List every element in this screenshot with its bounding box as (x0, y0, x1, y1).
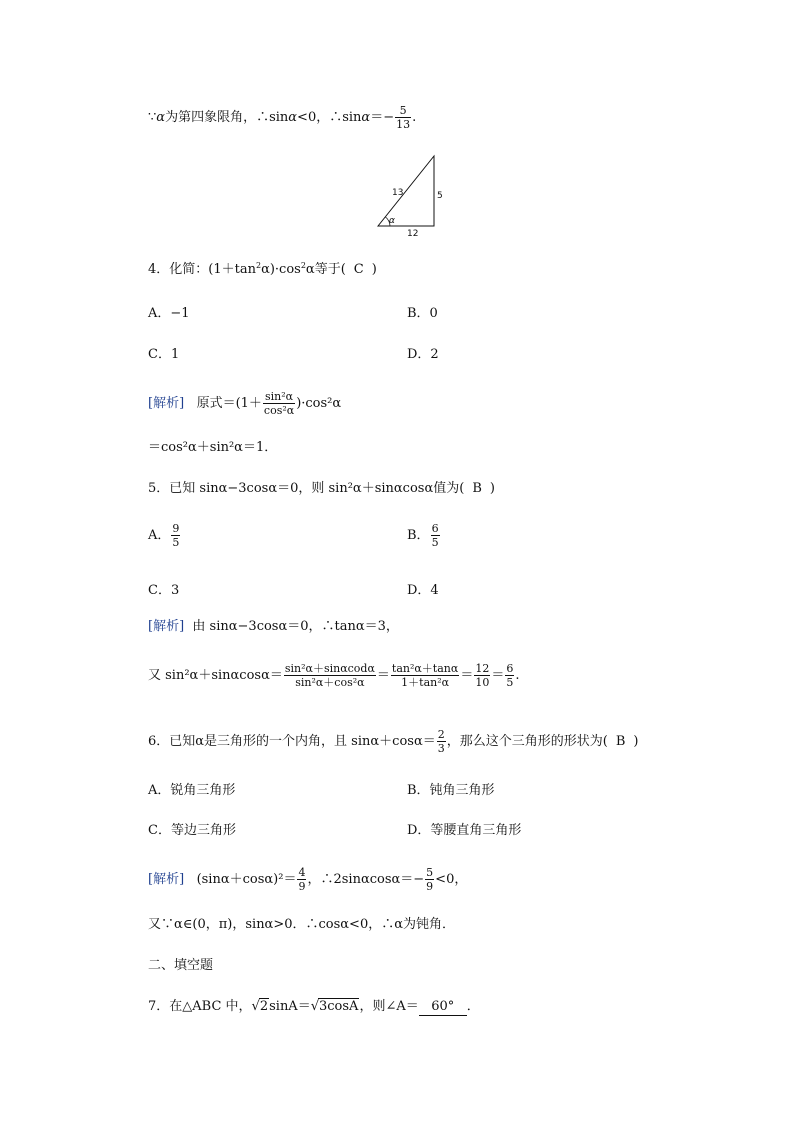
q4-option-c: C．1 (148, 347, 180, 362)
q5-option-a: A． $\frac{9}{5}$ (148, 522, 180, 549)
question-7: 7．在△ABC 中，√2sinA＝√3cosA，则∠A＝ 60° ． (148, 999, 480, 1014)
triangle-opposite-label: 5 (437, 191, 443, 201)
q6-solution: [解析] (sinα＋cosα)²＝ $\frac{4}{9}$ ，∴2sinαcosα＝− $\frac{5}{9}$ <0， (148, 866, 468, 893)
fraction-5-13: $\frac{5}{13}$ (396, 104, 411, 131)
answer-q4: C (353, 262, 364, 277)
answer-q5: B (472, 481, 482, 496)
question-5: 5．已知 sinα−3cosα＝0，则 sin²α＋sinαcosα值为( B ) (148, 481, 495, 496)
q6-option-d: D．等腰直角三角形 (407, 823, 522, 838)
q4-option-b: B．0 (407, 306, 438, 321)
question-6: 6．已知α是三角形的一个内角，且 sinα＋cosα＝ $\frac{2}{3}$ ，那么这个三角形的形状为( B ) (148, 728, 639, 755)
question-4: 4．化简：$(1+\tan^2\alpha)\cdot\cos^2\alpha$等于( C ) (148, 261, 377, 277)
q4-solution-line2: ＝cos²α＋sin²α＝1． (148, 440, 278, 455)
q5-option-b: B． $\frac{6}{5}$ (407, 522, 439, 549)
q5-option-d: D．4 (407, 583, 439, 598)
line-alpha-quadrant: ∵α为第四象限角，∴sinα<0，∴sinα＝− $\frac{5}{13}$ . (148, 104, 417, 131)
solution-tag: [解析] (148, 396, 185, 411)
q4-solution: [解析] 原式＝(1＋ $\frac{\text{sin²α}}{\text{cos²α}}$ )·cos²α (148, 390, 342, 417)
solution-tag: [解析] (148, 872, 185, 887)
fraction-sin-cos: $\frac{\text{sin²α}}{\text{cos²α}}$ (263, 390, 295, 417)
q4-option-d: D．2 (407, 347, 439, 362)
answer-q7-blank: 60° (419, 999, 467, 1016)
triangle-hypotenuse-label: 13 (392, 188, 404, 198)
right-triangle-figure (370, 148, 450, 240)
q6-option-b: B．钝角三角形 (407, 783, 495, 798)
q5-solution-line2: 又 sin²α＋sinαcosα＝ $\frac{\text{sin²α＋sinαcodα}}{\text{sin²α＋cos²α}}$ ＝ $\frac{\text{tan²α＋tanα}}{\text{1＋tan²α}}$ ＝ $\frac{12}{10}$ ＝ $\frac{6}{5}$ . (148, 662, 520, 689)
q5-option-c: C．3 (148, 583, 180, 598)
q6-option-c: C．等边三角形 (148, 823, 236, 838)
q5-solution: [解析] 由 sinα−3cosα＝0，∴tanα＝3， (148, 619, 399, 634)
solution-tag: [解析] (148, 619, 185, 634)
section-fill-in-blank: 二、填空题 (148, 958, 214, 973)
q4-option-a: A．−1 (148, 306, 190, 321)
triangle-angle-label: α (389, 216, 395, 226)
answer-q6: B (615, 734, 626, 749)
q6-solution-line2: 又∵α∈(0，π)，sinα>0．∴cosα<0，∴α为钝角． (148, 917, 456, 932)
q6-option-a: A．锐角三角形 (148, 783, 236, 798)
triangle-adjacent-label: 12 (407, 229, 419, 239)
